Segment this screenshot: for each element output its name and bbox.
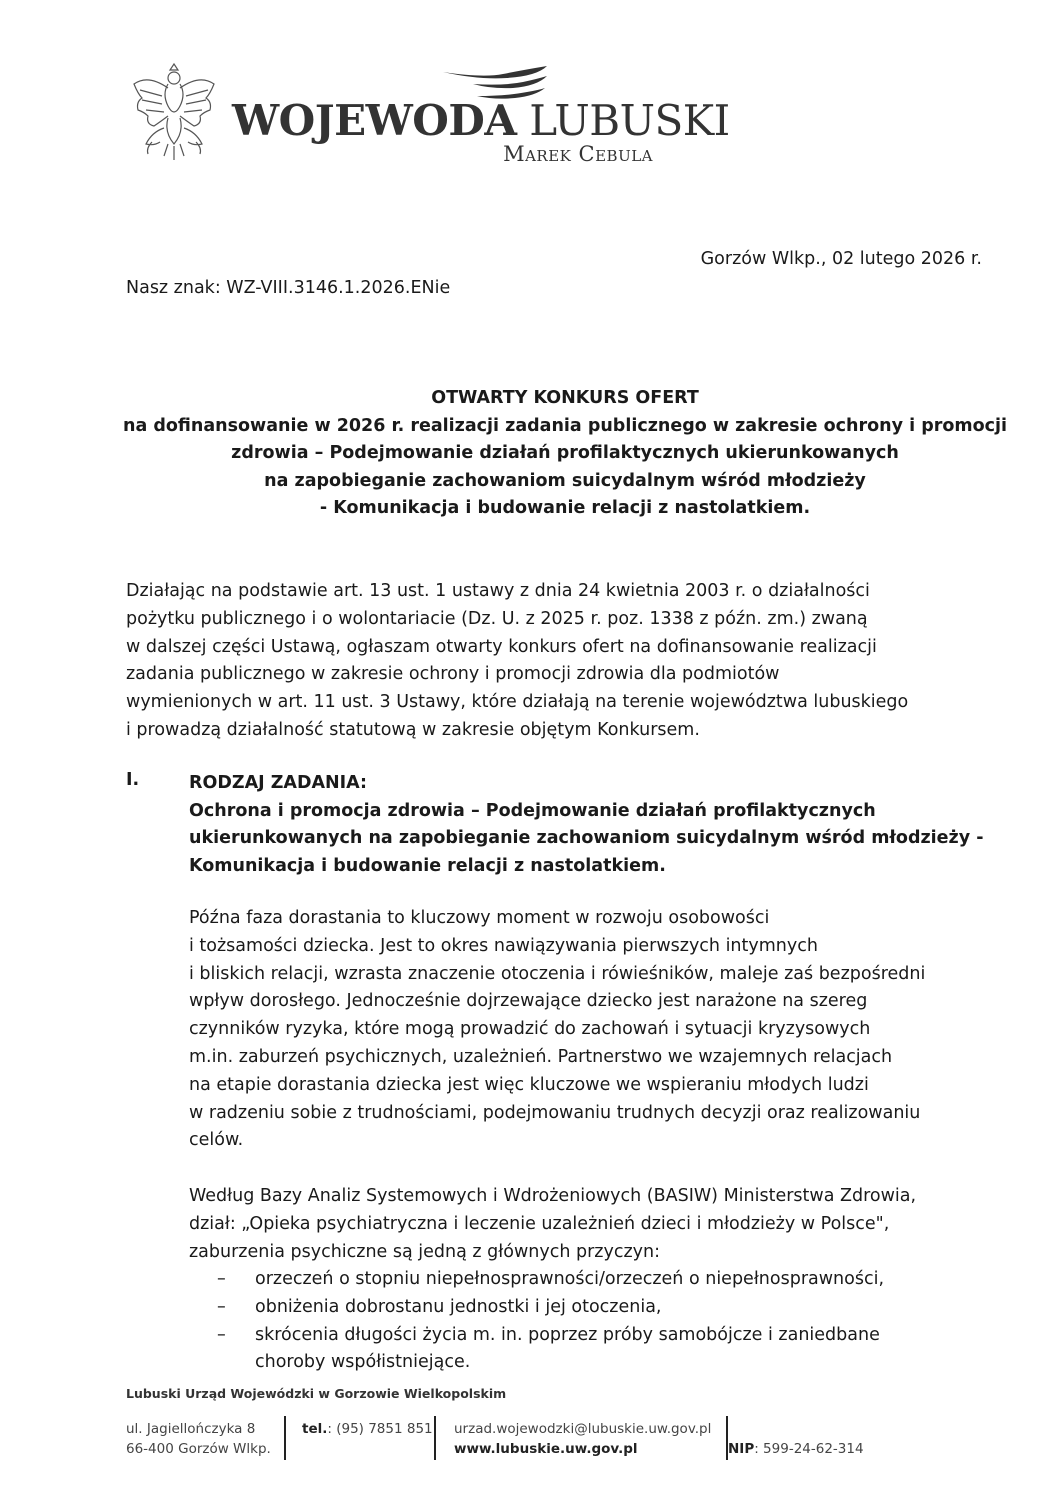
logo-subtitle: Marek Cebula bbox=[503, 142, 653, 166]
place-date: Gorzów Wlkp., 02 lutego 2026 r. bbox=[700, 249, 982, 269]
section-paragraph-2: Według Bazy Analiz Systemowych i Wdrożeniowych (BASIW) Ministerstwa Zdrowia, dział: „Opieka psychiatryczna i leczenie uzależnień dzieci i młodzieży w Polsce", zaburzenia psychiczne są jedną z głównych przyczyn: bbox=[189, 1186, 917, 1262]
dash-bullet-icon: – bbox=[217, 1296, 226, 1317]
reference-number: Nasz znak: WZ-VIII.3146.1.2026.ENie bbox=[126, 278, 451, 298]
footer-organization: Lubuski Urząd Wojewódzki w Gorzowie Wielkopolskim bbox=[126, 1386, 507, 1401]
footer-nip: NIP: 599-24-62-314 bbox=[728, 1441, 864, 1457]
list-item-continuation: choroby współistniejące. bbox=[255, 1352, 471, 1373]
footer-website-link[interactable]: www.lubuskie.uw.gov.pl bbox=[454, 1441, 638, 1457]
section-number: I. bbox=[126, 770, 140, 790]
document-title bbox=[80, 385, 1050, 523]
logo-title: WOJEWODA LUBUSKI bbox=[232, 96, 730, 145]
section-heading: RODZAJ ZADANIA: Ochrona i promocja zdrowia – Podejmowanie działań profilaktycznych ukierunkowanych na zapobieganie zachowaniom suicydalnym wśród młodzieży - Komunikacja i budowanie relacji z nastolatkiem. bbox=[189, 773, 984, 876]
footer-divider bbox=[434, 1416, 436, 1460]
section-paragraph-1: Późna faza dorastania to kluczowy moment w rozwoju osobowości i tożsamości dziecka. Jest to okres nawiązywania pierwszych intymnych i bliskich relacji, wzrasta znaczenie otoczenia i rówieśników, maleje zaś bezpośredni wpływ dorosłego. Jednocześnie dojrzewające dziecko jest narażone na szereg czynników ryzyka, które mogą prowadzić do zachowań i sytuacji kryzysowych m.in. zaburzeń psychicznych, uzależnień. Partnerstwo we wzajemnych relacjach na etapie dorastania dziecka jest więc kluczowe we wspieraniu młodych ludzi w radzeniu sobie z trudnościami, podejmowaniu trudnych decyzji oraz realizowaniu celów. bbox=[189, 908, 926, 1151]
title-line: OTWARTY KONKURS OFERT bbox=[431, 388, 699, 408]
dash-bullet-icon: – bbox=[217, 1324, 226, 1345]
footer-address: ul. Jagiellończyka 8 66-400 Gorzów Wlkp. bbox=[126, 1421, 271, 1457]
title-line: - Komunikacja i budowanie relacji z nastolatkiem. bbox=[319, 498, 811, 518]
dash-bullet-icon: – bbox=[217, 1269, 226, 1289]
footer-email-link[interactable]: urzad.wojewodzki@lubuskie.uw.gov.pl bbox=[454, 1421, 712, 1437]
intro-paragraph: Działając na podstawie art. 13 ust. 1 ustawy z dnia 24 kwietnia 2003 r. o działalności pożytku publicznego i o wolontariacie (Dz. U. z 2025 r. poz. 1338 z późn. zm.) zwaną w dalszej części Ustawą, ogłaszam otwarty konkurs ofert na dofinansowanie realizacji zadania publicznego w zakresie ochrony i promocji zdrowia dla podmiotów wymienionych w art. 11 ust. 3 Ustawy, które działają na terenie województwa lubuskiego i prowadzą działalność statutową w zakresie objętym Konkursem. bbox=[126, 581, 909, 740]
list-item: – orzeczeń o stopniu niepełnosprawności/orzeczeń o niepełnosprawności, bbox=[189, 1266, 884, 1294]
bullet-list bbox=[189, 1266, 884, 1377]
header-logo bbox=[128, 58, 730, 168]
list-item: – skrócenia długości życia m. in. poprzez próby samobójcze i zaniedbane bbox=[189, 1322, 884, 1350]
title-line: zdrowia – Podejmowanie działań profilaktycznych ukierunkowanych bbox=[231, 443, 899, 463]
footer-contact bbox=[454, 1419, 711, 1459]
list-item: – obniżenia dobrostanu jednostki i jej otoczenia, bbox=[189, 1294, 884, 1322]
polish-eagle-emblem-icon bbox=[128, 58, 220, 163]
title-line: na zapobieganie zachowaniom suicydalnym wśród młodzieży bbox=[264, 470, 866, 491]
title-line: na dofinansowanie w 2026 r. realizacji zadania publicznego w zakresie ochrony i promocji bbox=[123, 415, 1007, 436]
footer-divider bbox=[284, 1416, 286, 1460]
footer-phone: tel.: (95) 7851 851 bbox=[302, 1421, 433, 1437]
